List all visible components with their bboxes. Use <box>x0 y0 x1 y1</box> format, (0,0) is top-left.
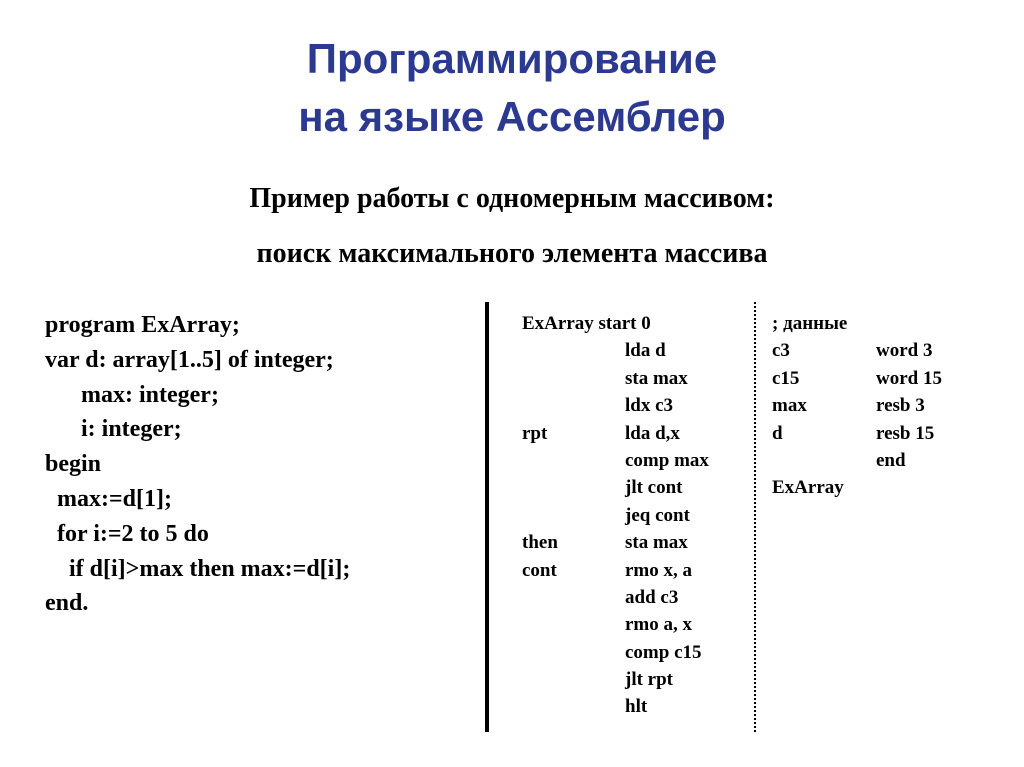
asm-instruction: jlt cont <box>625 477 683 499</box>
data-name-cell: c15 <box>772 367 800 389</box>
asm-instruction: sta max <box>625 367 688 389</box>
column-divider-solid <box>485 302 489 732</box>
data-name-cell: d <box>772 422 783 444</box>
asm-instruction: jlt rpt <box>625 669 674 691</box>
asm-label: ExArray start 0 <box>522 313 651 334</box>
data-name-cell: c3 <box>772 340 790 362</box>
asm-label: cont <box>522 559 557 581</box>
slide-subtitle-line2: поиск максимального элемента массива <box>256 238 768 269</box>
pascal-code-line: program ExArray; <box>45 312 240 338</box>
asm-instruction: lda d,x <box>625 422 680 444</box>
asm-instruction: ldx c3 <box>625 395 674 417</box>
data-name-cell: ; данные <box>772 313 848 334</box>
asm-instruction: comp max <box>625 449 709 471</box>
column-divider-dotted <box>754 302 756 732</box>
asm-instruction: rmo a, x <box>625 614 693 636</box>
pascal-code-line: i: integer; <box>45 416 182 443</box>
slide-title-line1: Программирование <box>306 35 718 82</box>
slide-subtitle-line1: Пример работы с одномерным массивом: <box>249 183 775 214</box>
asm-label: then <box>522 532 558 554</box>
slide-title-line2: на языке Ассемблер <box>298 93 726 140</box>
data-name-cell: max <box>772 395 807 417</box>
slide-title <box>0 30 1024 146</box>
data-declaration-cell: word 15 <box>876 367 942 389</box>
pascal-code-line: begin <box>45 451 102 478</box>
data-declaration-cell: resb 3 <box>876 395 925 417</box>
pascal-code-line: for i:=2 to 5 do <box>45 520 209 547</box>
pascal-code-line: max:=d[1]; <box>45 485 172 512</box>
pascal-code-line: var d: array[1..5] of integer; <box>45 346 334 373</box>
pascal-code-line: max: integer; <box>45 381 219 408</box>
data-declaration-cell: resb 15 <box>876 422 935 444</box>
asm-instruction: add c3 <box>625 586 679 608</box>
asm-instruction: comp c15 <box>625 641 702 663</box>
data-declaration-cell: end <box>876 449 906 471</box>
pascal-code-line: end. <box>45 590 89 617</box>
data-declaration-cell: word 3 <box>876 340 933 362</box>
pascal-code-line: if d[i]>max then max:=d[i]; <box>45 555 351 582</box>
asm-instruction: hlt <box>625 696 648 718</box>
asm-instruction: rmo x, a <box>625 559 693 581</box>
asm-label: rpt <box>522 422 548 444</box>
asm-instruction: jeq cont <box>625 504 690 526</box>
asm-instruction: sta max <box>625 532 688 554</box>
asm-instruction: lda d <box>625 340 666 362</box>
pascal-code-block <box>45 308 350 621</box>
data-name-cell: ExArray <box>772 477 844 499</box>
